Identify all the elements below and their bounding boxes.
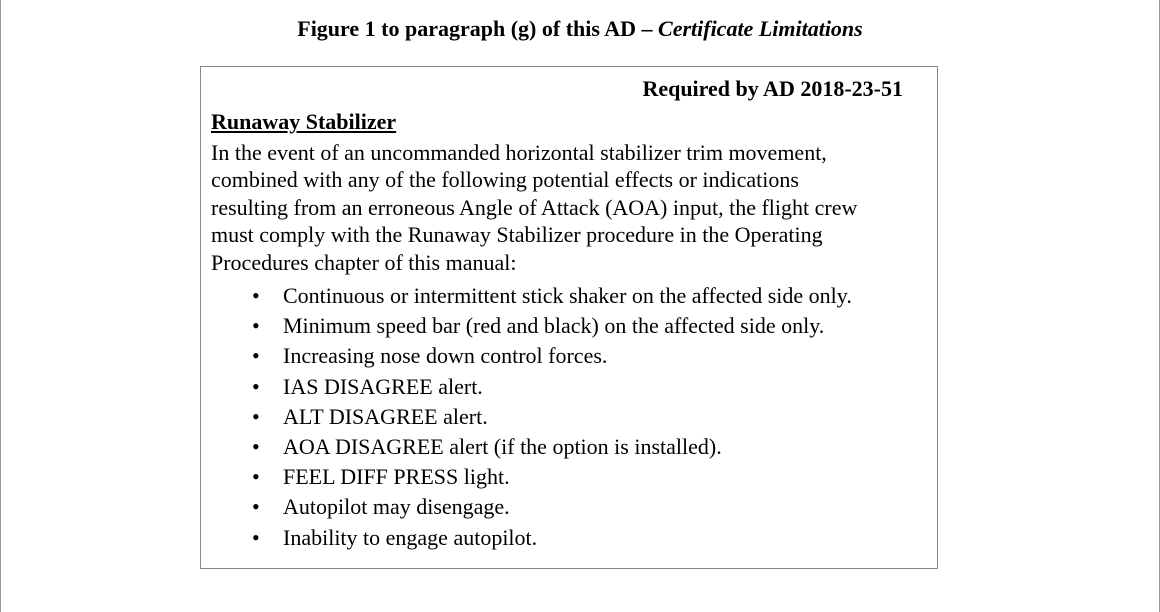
section-heading: Runaway Stabilizer <box>211 109 397 134</box>
bullet-icon: • <box>252 343 260 369</box>
bullet-icon: • <box>252 494 260 520</box>
required-by-label: Required by AD 2018-23-51 <box>642 76 903 101</box>
list-item-text: Inability to engage autopilot. <box>283 524 538 550</box>
list-item <box>201 341 852 371</box>
list-item <box>201 432 852 462</box>
body-line: In the event of an uncommanded horizontal stabilizer trim movement, <box>211 140 827 165</box>
figure-title-emphasis: Certificate Limitations <box>658 16 863 41</box>
list-item-text: Autopilot may disengage. <box>283 494 510 520</box>
limitations-box <box>200 66 938 569</box>
body-line: must comply with the Runaway Stabilizer procedure in the Operating <box>211 222 823 248</box>
list-item <box>201 372 852 402</box>
list-item-text: Continuous or intermittent stick shaker on the affected side only. <box>283 283 852 308</box>
bullet-icon: • <box>252 283 260 308</box>
bullet-icon: • <box>252 464 260 490</box>
page-edge-left <box>0 0 1 612</box>
figure-title-prefix: Figure 1 to paragraph (g) of this AD – <box>297 16 659 41</box>
list-item <box>201 311 852 341</box>
list-item-text: ALT DISAGREE alert. <box>283 403 488 429</box>
list-item-text: AOA DISAGREE alert (if the option is installed). <box>283 434 722 460</box>
list-item <box>201 462 852 492</box>
list-item-text: Minimum speed bar (red and black) on the affected side only. <box>283 313 825 339</box>
list-item <box>201 523 852 553</box>
figure-title <box>0 14 1160 44</box>
list-item <box>201 281 852 311</box>
body-line: Procedures chapter of this manual: <box>211 249 517 275</box>
bullet-icon: • <box>252 403 260 429</box>
body-line: resulting from an erroneous Angle of Attack (AOA) input, the flight crew <box>211 194 858 220</box>
bullet-icon: • <box>252 434 260 460</box>
list-item-text: FEEL DIFF PRESS light. <box>283 464 510 490</box>
list-item-text: Increasing nose down control forces. <box>283 343 608 369</box>
bullet-icon: • <box>252 373 260 399</box>
list-item-text: IAS DISAGREE alert. <box>283 373 483 399</box>
indications-list <box>201 281 852 553</box>
body-paragraph <box>211 139 921 276</box>
bullet-icon: • <box>252 524 260 550</box>
body-line: combined with any of the following potential effects or indications <box>211 167 799 193</box>
list-item <box>201 492 852 522</box>
list-item <box>201 402 852 432</box>
bullet-icon: • <box>252 313 260 339</box>
